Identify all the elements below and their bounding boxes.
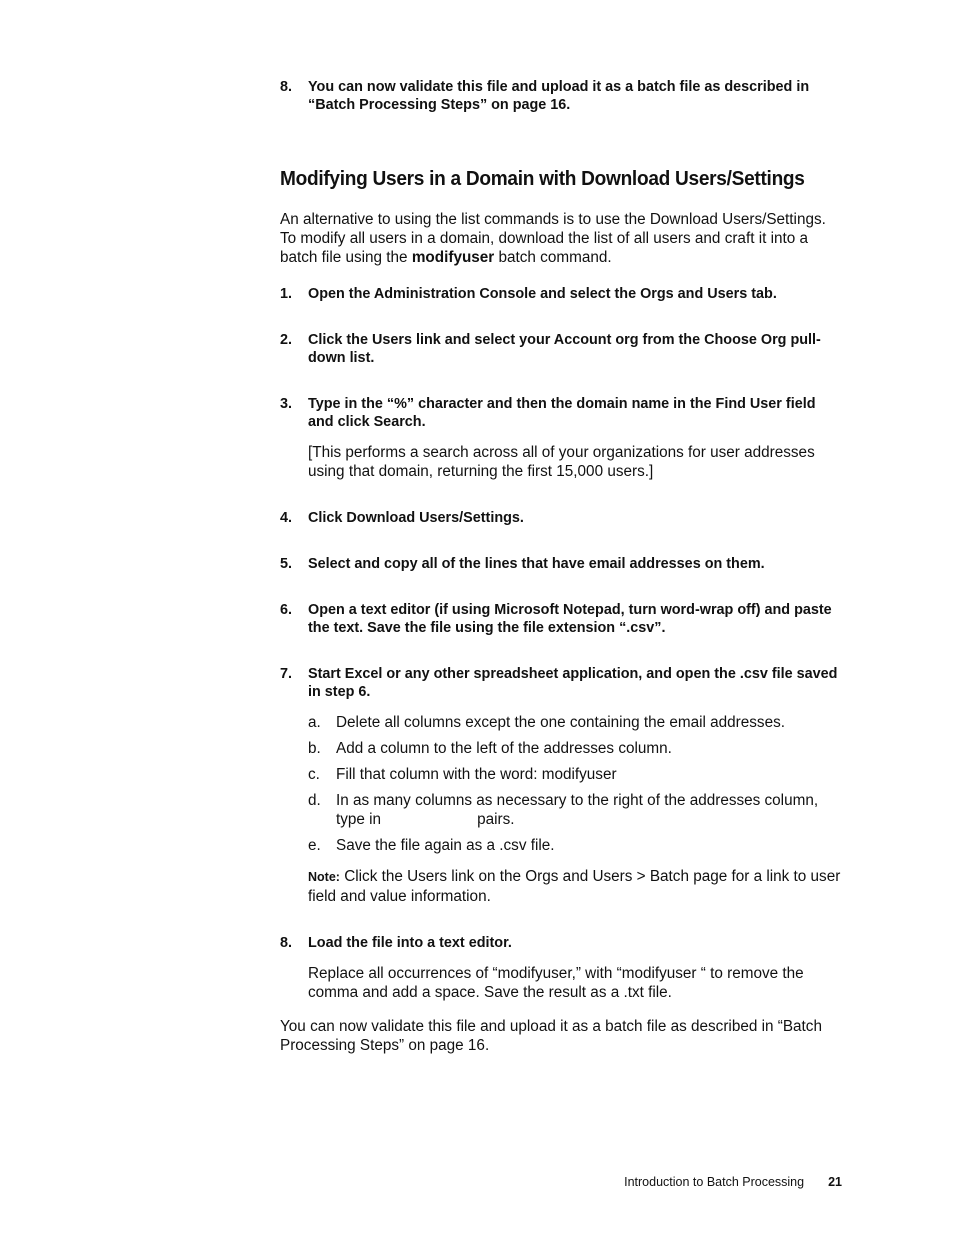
note-label: Note: xyxy=(308,870,340,884)
step-8: 8. Load the file into a text editor. xyxy=(280,935,512,951)
step-3-detail: [This performs a search across all of your organizations for user addresses using that domain, returning the first 15,000 users.] xyxy=(308,444,815,480)
substep-e: e. Save the file again as a .csv file. xyxy=(308,837,555,854)
note-paragraph: Note: Click the Users link on the Orgs and Users > Batch page for a link to user field and value information. xyxy=(308,868,841,905)
step-1: 1. Open the Administration Console and select the Orgs and Users tab. xyxy=(280,286,777,302)
step-5: 5. Select and copy all of the lines that have email addresses on them. xyxy=(280,556,765,572)
step-number: 8. xyxy=(280,79,293,95)
step-4: 4. Click Download Users/Settings. xyxy=(280,510,524,526)
step-7: 7. Start Excel or any other spreadsheet application, and open the .csv file saved in step 6. xyxy=(280,666,838,700)
document-body xyxy=(280,78,842,1055)
substep-d: d. In as many columns as necessary to the right of the addresses column, type in pairs. xyxy=(308,792,819,828)
substep-b: b. Add a column to the left of the addresses column. xyxy=(308,740,672,757)
command-name: modifyuser xyxy=(411,249,495,266)
substep-a: a. Delete all columns except the one containing the email addresses. xyxy=(308,714,785,731)
section-heading: Modifying Users in a Domain with Download Users/Settings xyxy=(280,167,805,190)
intro-paragraph: An alternative to using the list commands is to use the Download Users/Settings. To modify all users in a domain, download the list of all users and craft it into a batch file using the modifyuser batch command. xyxy=(280,211,826,266)
top-step xyxy=(280,78,842,114)
page-footer xyxy=(624,1175,842,1189)
step-3: 3. Type in the “%” character and then the domain name in the Find User field and click Search. xyxy=(280,396,816,430)
step-2: 2. Click the Users link and select your Account org from the Choose Org pull-down list. xyxy=(280,332,821,366)
closing-paragraph: You can now validate this file and upload it as a batch file as described in “Batch Processing Steps” on page 16. xyxy=(280,1018,822,1054)
step-text: You can now validate this file and upload it as a batch file as described in “Batch Processing Steps” on page 16. xyxy=(308,79,810,113)
substep-c: c. Fill that column with the word: modifyuser xyxy=(308,766,617,783)
step-6: 6. Open a text editor (if using Microsoft Notepad, turn word-wrap off) and paste the text. Save the file using the file extension “.csv”. xyxy=(280,602,832,636)
step-8-detail: Replace all occurrences of “modifyuser,” with “modifyuser “ to remove the comma and add a space. Save the result as a .txt file. xyxy=(308,965,804,1001)
page-number: 21 xyxy=(828,1175,842,1189)
substep-list xyxy=(308,701,842,906)
footer-title: Introduction to Batch Processing xyxy=(624,1175,805,1189)
